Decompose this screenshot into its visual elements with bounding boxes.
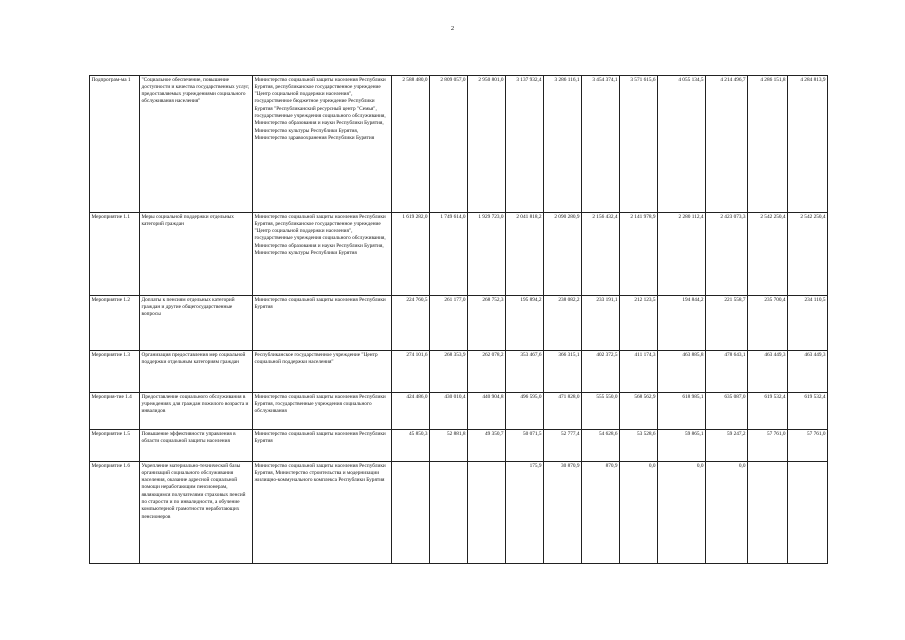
value-cell: 4 286 151,8 [748,76,788,213]
row-code: Подпрограм-ма 1 [90,76,140,213]
row-name: Доплаты к пенсиям отдельных категорий граждан и другие общегосударственные вопросы [140,296,253,351]
value-cell: 430 010,4 [430,393,468,430]
value-cell [392,462,430,564]
value-cell: 194 844,2 [658,296,706,351]
row-name: Укрепление материально-технической базы организаций социального обслуживания населения, оказание адресной социальной помощи неработающим пенсионерам, являющимся получателями страховых пенсий по старости и по инвалидности, а обучение компьютерной грамотности неработающих пенсионеров [140,462,253,564]
value-cell: 235 700,4 [748,296,788,351]
value-cell: 2 141 978,9 [620,213,658,296]
value-cell: 2 280 112,4 [658,213,706,296]
value-cell: 274 101,6 [392,351,430,393]
value-cell: 54 628,6 [582,430,620,462]
table-row [90,351,828,393]
value-cell: 221 558,7 [706,296,748,351]
row-code: Мероприятие 1.6 [90,462,140,564]
value-cell: 224 760,5 [392,296,430,351]
row-code: Мероприятие 1.2 [90,296,140,351]
value-cell: 2 809 057,0 [430,76,468,213]
value-cell: 57 761,0 [788,430,828,462]
value-cell: 53 528,6 [620,430,658,462]
row-code: Мероприятие 1.5 [90,430,140,462]
table-row [90,296,828,351]
row-name: Организация предоставления мер социальной поддержки отдельным категориям граждан [140,351,253,393]
value-cell: 471 828,0 [544,393,582,430]
value-cell: 3 286 116,1 [544,76,582,213]
value-cell: 2 156 432,4 [582,213,620,296]
value-cell: 1 619 282,0 [392,213,430,296]
value-cell: 463 885,8 [658,351,706,393]
value-cell: 402 372,5 [582,351,620,393]
value-cell [430,462,468,564]
value-cell: 635 087,0 [706,393,748,430]
value-cell: 3 454 374,1 [582,76,620,213]
row-code: Мероприя-тие 1.4 [90,393,140,430]
value-cell: 195 894,2 [506,296,544,351]
table-row [90,76,828,213]
value-cell: 2 041 818,2 [506,213,544,296]
value-cell: 261 177,0 [430,296,468,351]
row-executor: Республиканское государственное учреждение "Центр социальной поддержки населения" [253,351,392,393]
value-cell: 618 985,1 [658,393,706,430]
value-cell: 366 315,1 [544,351,582,393]
value-cell: 2 090 280,9 [544,213,582,296]
value-cell: 30 870,9 [544,462,582,564]
value-cell: 496 595,0 [506,393,544,430]
value-cell: 238 082,2 [544,296,582,351]
page-number: 2 [450,25,455,32]
table-row [90,213,828,296]
value-cell [788,462,828,564]
row-executor: Министерство социальной защиты населения Республики Бурятия, Министерство строительства и модернизации жилищно-коммунального комплекса Республики Бурятия [253,462,392,564]
value-cell: 59 865,1 [658,430,706,462]
value-cell: 353 467,6 [506,351,544,393]
value-cell: 440 904,8 [468,393,506,430]
row-name: Повышение эффективности управления в области социальной защиты населения [140,430,253,462]
value-cell: 59 247,2 [706,430,748,462]
value-cell: 0,0 [706,462,748,564]
row-code: Мероприятие 1.3 [90,351,140,393]
value-cell: 57 761,0 [748,430,788,462]
value-cell: 619 532,4 [788,393,828,430]
value-cell: 212 123,5 [620,296,658,351]
value-cell: 175,9 [506,462,544,564]
value-cell: 870,9 [582,462,620,564]
row-executor: Министерство социальной защиты населения Республики Бурятия [253,430,392,462]
value-cell: 4 214 496,7 [706,76,748,213]
value-cell: 1 749 614,0 [430,213,468,296]
value-cell: 619 532,4 [748,393,788,430]
value-cell: 555 550,0 [582,393,620,430]
value-cell: 262 078,2 [468,351,506,393]
value-cell: 50 071,5 [506,430,544,462]
row-executor: Министерство социальной защиты населения Республики Бурятия [253,296,392,351]
row-name: Меры социальной поддержки отдельных категорий граждан [140,213,253,296]
value-cell: 463 449,3 [788,351,828,393]
row-executor: Министерство социальной защиты населения Республики Бурятия, государственные учреждения социального обслуживания [253,393,392,430]
value-cell: 45 850,3 [392,430,430,462]
value-cell: 268 353,9 [430,351,468,393]
budget-table [89,75,828,564]
value-cell: 2 588 480,0 [392,76,430,213]
value-cell: 52 777,4 [544,430,582,462]
value-cell: 49 350,7 [468,430,506,462]
value-cell: 234 110,5 [788,296,828,351]
value-cell [468,462,506,564]
value-cell: 2 542 250,4 [788,213,828,296]
value-cell: 233 191,1 [582,296,620,351]
value-cell: 1 929 723,0 [468,213,506,296]
row-executor: Министерство социальной защиты населения Республики Бурятия, республиканское государственное учреждение "Центр социальной поддержки населения", государственные учреждения социального обслуживания, Министерство образования и науки Республики Бурятия, Министерство культуры Республики Бурятия [253,213,392,296]
value-cell: 411 174,3 [620,351,658,393]
value-cell: 0,0 [658,462,706,564]
row-name: Предоставление социального обслуживания в учреждениях для граждан пожилого возраста и инвалидов [140,393,253,430]
row-code: Мероприятие 1.1 [90,213,140,296]
value-cell: 2 950 801,0 [468,76,506,213]
value-cell: 3 137 932,4 [506,76,544,213]
table-row [90,462,828,564]
table-row [90,393,828,430]
value-cell: 4 284 813,9 [788,76,828,213]
value-cell: 3 571 615,6 [620,76,658,213]
table-row [90,430,828,462]
value-cell: 2 542 250,4 [748,213,788,296]
value-cell: 478 643,1 [706,351,748,393]
value-cell: 568 562,9 [620,393,658,430]
value-cell: 4 055 134,5 [658,76,706,213]
row-name: "Социальное обеспечение, повышение доступности и качества государственных услуг, предоставляемых учреждениями социального обслуживания населения" [140,76,253,213]
value-cell: 424 486,0 [392,393,430,430]
value-cell [748,462,788,564]
value-cell: 2 423 073,3 [706,213,748,296]
value-cell: 463 449,3 [748,351,788,393]
value-cell: 268 752,3 [468,296,506,351]
value-cell: 0,0 [620,462,658,564]
value-cell: 52 881,8 [430,430,468,462]
row-executor: Министерство социальной защиты населения Республики Бурятия, республиканское государственное учреждение "Центр социальной поддержки населения", государственное бюджетное учреждение Республики Бурятия "Республиканский ресурсный центр "Семья", государственные учреждения социального обслуживания, Министерство образования и науки Республики Бурятия, Министерство культуры Республики Бурятия, Министерство здравоохранения Республики Бурятия [253,76,392,213]
